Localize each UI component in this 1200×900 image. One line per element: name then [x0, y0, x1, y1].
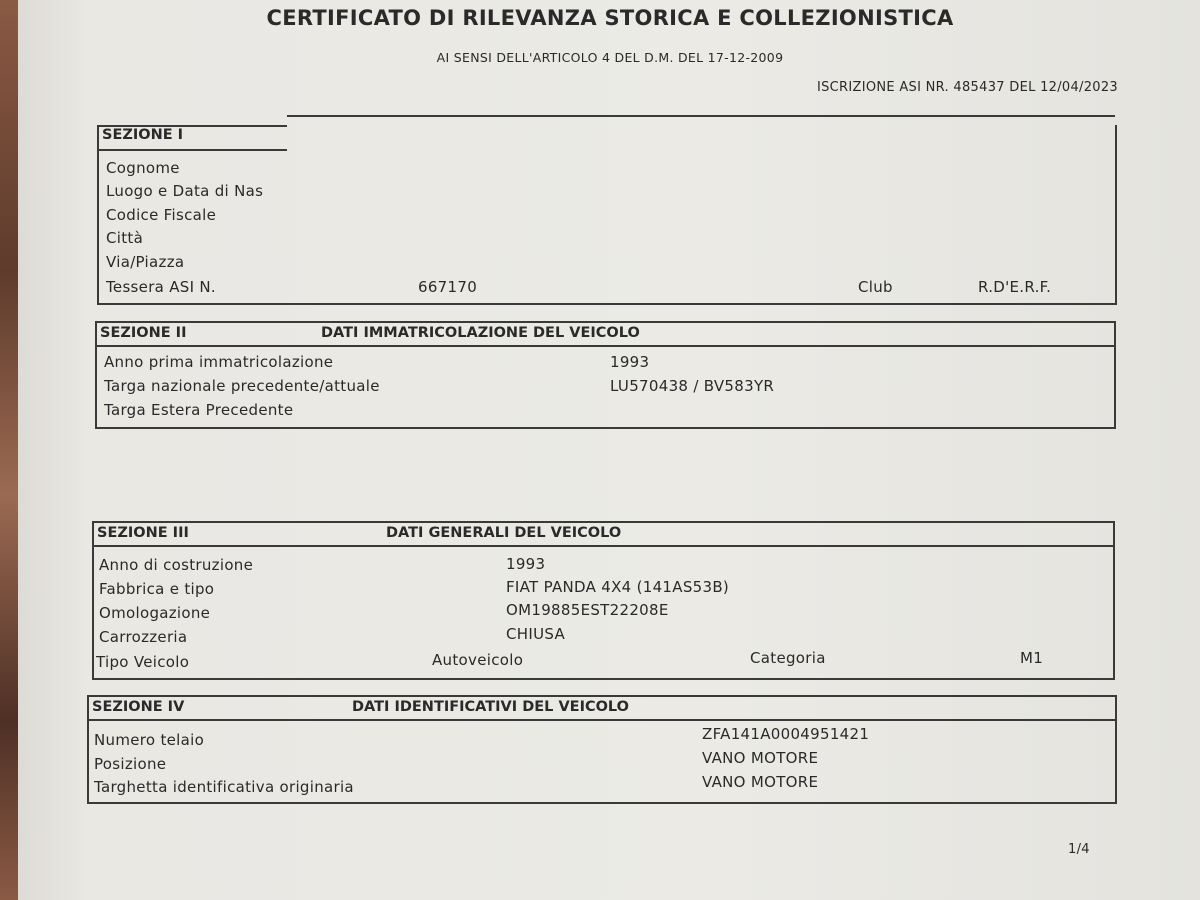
section-4-title: DATI IDENTIFICATIVI DEL VEICOLO [352, 699, 629, 715]
label-cognome: Cognome [106, 159, 180, 177]
value-targhetta: VANO MOTORE [702, 773, 819, 791]
iscrizione: ISCRIZIONE ASI NR. 485437 DEL 12/04/2023 [816, 80, 1118, 95]
value-categoria: M1 [1020, 649, 1044, 667]
value-club: R.D'E.R.F. [978, 278, 1052, 296]
label-tessera: Tessera ASI N. [106, 278, 216, 296]
value-tessera: 667170 [418, 278, 478, 296]
label-club: Club [858, 278, 893, 296]
label-codice-fiscale: Codice Fiscale [106, 206, 217, 224]
value-numero-telaio: ZFA141A0004951421 [702, 725, 870, 743]
label-anno-costruzione: Anno di costruzione [99, 556, 254, 574]
value-posizione: VANO MOTORE [702, 749, 819, 767]
label-citta: Città [106, 229, 144, 247]
value-tipo-veicolo: Autoveicolo [432, 651, 524, 669]
document-subtitle: AI SENSI DELL'ARTICOLO 4 DEL D.M. DEL 17-12-2009 [436, 50, 784, 65]
label-categoria: Categoria [750, 649, 826, 667]
label-via: Via/Piazza [106, 253, 185, 271]
section-2-header: SEZIONE II [100, 325, 187, 341]
label-omologazione: Omologazione [99, 604, 211, 622]
label-numero-telaio: Numero telaio [94, 731, 205, 749]
label-posizione: Posizione [94, 755, 167, 773]
label-anno-immatricolazione: Anno prima immatricolazione [104, 353, 334, 371]
value-anno-immatricolazione: 1993 [610, 353, 650, 371]
label-fabbrica-tipo: Fabbrica e tipo [99, 580, 215, 598]
label-carrozzeria: Carrozzeria [99, 628, 188, 646]
label-targa-estera: Targa Estera Precedente [104, 401, 294, 419]
value-fabbrica-tipo: FIAT PANDA 4X4 (141AS53B) [506, 578, 730, 596]
label-targa-nazionale: Targa nazionale precedente/attuale [104, 377, 380, 395]
section-3-title: DATI GENERALI DEL VEICOLO [386, 525, 622, 541]
label-tipo-veicolo: Tipo Veicolo [96, 653, 190, 671]
section-1 [97, 125, 1117, 305]
label-luogo-data: Luogo e Data di Nas [106, 182, 264, 200]
page-number: 1/4 [1068, 842, 1090, 857]
value-anno-costruzione: 1993 [506, 555, 546, 573]
value-omologazione: OM19885EST22208E [506, 601, 669, 619]
section-4-header: SEZIONE IV [92, 699, 185, 715]
label-targhetta: Targhetta identificativa originaria [94, 778, 354, 796]
section-1-header: SEZIONE I [102, 127, 184, 143]
value-carrozzeria: CHIUSA [506, 625, 566, 643]
document-title: CERTIFICATO DI RILEVANZA STORICA E COLLEZIONISTICA [266, 6, 954, 30]
section-3-header: SEZIONE III [97, 525, 189, 541]
section-2-title: DATI IMMATRICOLAZIONE DEL VEICOLO [321, 325, 640, 341]
value-targa-nazionale: LU570438 / BV583YR [610, 377, 775, 395]
